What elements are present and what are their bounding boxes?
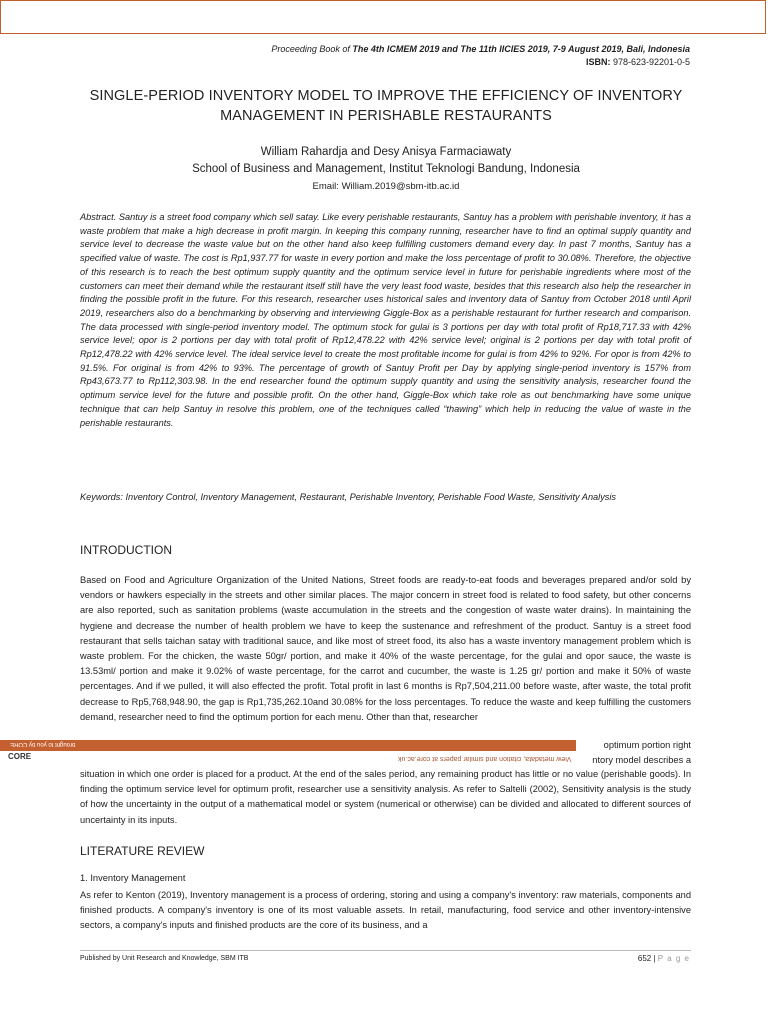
proceeding-name: The 4th ICMEM 2019 and The 11th IICIES 2019, 7-9 August 2019, Bali, Indonesia — [352, 44, 690, 54]
author-email: Email: William.2019@sbm-itb.ac.id — [312, 181, 460, 192]
title-line-2: MANAGEMENT IN PERISHABLE RESTAURANTS — [220, 108, 552, 124]
page-separator: | — [651, 954, 658, 963]
affiliation: School of Business and Management, Institut Teknologi Bandung, Indonesia — [192, 163, 580, 175]
page-number: 652 — [637, 954, 652, 963]
core-banner[interactable] — [0, 740, 576, 751]
core-banner-left-text: brought to you by CORE — [10, 741, 76, 747]
introduction-heading: INTRODUCTION — [80, 543, 172, 557]
footer-page — [638, 954, 690, 963]
introduction-paragraph-1: Based on Food and Agriculture Organization of the United Nations, Street foods are ready-to-eat foods and beverages prepared and/or sold by vendors or hawkers especially in the streets and other similar places. The major concern in street food is related to food safety, but other concerns are also reported, such as sanitation problems (waste accumulation in the streets and the congestion of waste water drains). In maintaining the hygiene and decrease the number of health problem we have to keep the sustenance and refreshment of the product. Santuy is a street food restaurant that sells taichan satay with traditional sauce, and like most of street food, its also has a waste inventory management problem which is waste problem. For the chicken, the waste 50gr/ portion, and make it 40% of the waste percentage, for the gulai and opor sauce, the waste is 13.53ml/ portion and make it 9.02% of waste percentage, for the carrot and cucumber, the waste is 1.25 gr/ portion and make it 50% of waste percentages. And if we pulled, it will also effected the profit. Total profit in last 6 months is Rp7,504,211.00 before waste, after waste, the total profit decrease to Rp5,768,948.90, the gap is Rp1,735,262.10and 30.08% for the loss percentages. To reduce the waste and keep fulfilling the customers demand, researcher need to find the optimum portion for each menu. Other than that, researcher — [80, 575, 691, 722]
intro-line-tail-1: optimum portion right — [602, 738, 691, 753]
proceeding-prefix: Proceeding Book of — [271, 44, 353, 54]
footer-divider — [80, 950, 691, 951]
literature-heading: LITERATURE REVIEW — [80, 844, 205, 858]
literature-subheading: 1. Inventory Management — [80, 873, 186, 883]
footer-publisher: Published by Unit Research and Knowledge, SBM ITB — [80, 955, 249, 962]
isbn-line — [586, 57, 690, 67]
paper-title — [80, 86, 692, 126]
top-frame-bar — [0, 0, 766, 34]
isbn-value: 978-623-92201-0-5 — [610, 57, 690, 67]
core-logo-icon[interactable]: CORE — [8, 752, 32, 761]
authors: William Rahardja and Desy Anisya Farmaciawaty — [260, 146, 512, 158]
title-line-1: SINGLE-PERIOD INVENTORY MODEL TO IMPROVE THE EFFICIENCY OF INVENTORY — [89, 88, 683, 104]
literature-paragraph: As refer to Kenton (2019), Inventory management is a process of ordering, storing and using a company's inventory: raw materials, components and finished products. A company's inventory is one of its most valuable assets. In retail, manufacturing, food service and other inventory-intensive sectors, a company's inputs and finished products are the core of its business, and a — [80, 890, 691, 931]
intro-line-tail-2: ntory model describes a — [590, 753, 691, 768]
core-banner-metadata-link[interactable]: View metadata, citation and similar papers at core.ac.uk — [398, 755, 572, 762]
abstract-label: Abstract — [80, 212, 114, 222]
abstract-text: . Santuy is a street food company which sell satay. Like every perishable restaurants, Santuy has a problem with perishable inventory, it has a waste problem that make a high decrease in profit margin. In keeping this company running, researcher have to find an optimal supply quantity and service level to decrease the waste value but on the other hand also keep fulfilling customers demand every day. In past 7 months, Santuy has a specified value of waste. The cost is Rp1,937.77 for waste in every portion and make the loss percentage of profit to 30.08%. Therefore, the objective of this research is to reach the best optimum supply quantity and the optimum service level in future for perishable ingredients where most of the customers can meet their demand while the restaurant itself still have the very least food waste, besides that this research also help the researcher in finding the possible profit in the future. For this research, researcher uses historical sales and inventory data of Santuy from October 2018 until April 2019, researchers also do a benchmarking by observing and interviewing Giggle-Box as a perishable restaurant for further research and comparison. The data processed with single-period inventory model. The optimum stock for gulai is 3 portions per day with total profit of Rp18,717.33 with 42% service level; opor is 2 portions per day with total profit of Rp12,478.22 with 42% service level; original is 2 portions per day with total profit of Rp12,478.22 with 42% service level. The ideal service level to create the most profitable income for gulai is from 42% to 92%. For opor is from 42% to 91.5%. For original is from 42% to 93%. The percentage of growth of Santuy Profit per Day by applying single-period inventory is 157% from Rp43,673.77 to Rp112,303.98. In the end researcher found the optimum supply quantity and using the sensitivity analysis, researcher found the optimum service level for the future and possible profit. On the other hand, Giggle-Box which take role as out benchmarking have some unique technique that can help Santuy in resolve this problem, one of the techniques called “thawing” which help in reducing the value of waste in the perishable restaurants. — [80, 212, 691, 428]
abstract — [80, 211, 691, 430]
proceeding-line — [271, 44, 690, 54]
introduction-paragraph-2: situation in which one order is placed for a product. At the end of the sales period, any remaining product has little or no value (perishable goods). In finding the optimum service level for optimum profit, researcher use a sensitivity analysis. As refer to Saltelli (2002), Sensitivity analysis is the study of how the uncertainty in the output of a mathematical model or system (numerical or otherwise) can be divided and allocated to different sources of uncertainty in its inputs. — [80, 769, 691, 825]
isbn-label: ISBN: — [585, 57, 611, 67]
keywords: Keywords: Inventory Control, Inventory Management, Restaurant, Perishable Inventory, Perishable Food Waste, Sensitivity Analysis — [80, 492, 617, 502]
page-word: P a g e — [657, 954, 690, 963]
